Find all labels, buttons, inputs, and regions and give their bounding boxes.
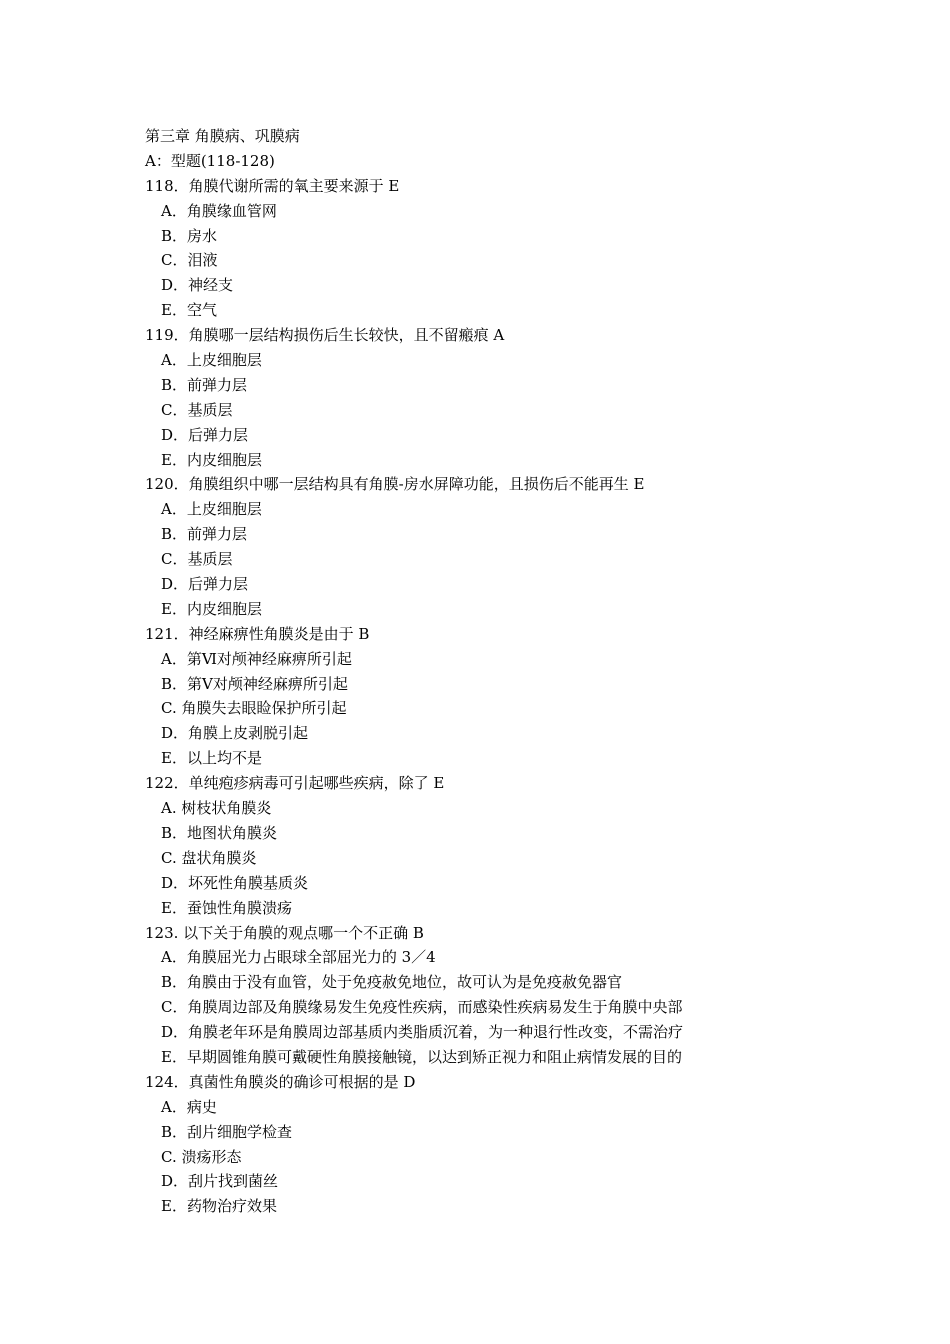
question-124 [145,1070,845,1219]
option-c: C. 角膜失去眼睑保护所引起 [161,699,347,718]
option-a: A．角膜缘血管网 [161,201,277,220]
option-b: B．地图状角膜炎 [161,823,278,842]
option-b: B．前弹力层 [161,525,248,544]
option-d: D．后弹力层 [161,575,249,594]
option-d: D．刮片找到菌丝 [161,1172,279,1191]
option-b: B．刮片细胞学检查 [161,1122,293,1141]
question-120 [145,472,845,621]
option-a: A．上皮细胞层 [161,351,262,370]
question-119 [145,323,845,472]
option-e: E．蚕蚀性角膜溃疡 [161,898,292,917]
question-121 [145,622,845,771]
question-stem: 121．神经麻痹性角膜炎是由于 B [145,624,370,643]
option-c: C. 溃疡形态 [161,1147,242,1166]
option-d: D．神经支 [161,276,234,295]
question-stem: 124．真菌性角膜炎的确诊可根据的是 D [145,1072,416,1091]
option-b: B．第Ⅴ对颅神经麻痹所引起 [161,674,348,693]
question-118 [145,174,845,323]
question-stem: 120．角膜组织中哪一层结构具有角膜-房水屏障功能，且损伤后不能再生 E [145,475,645,494]
question-stem: 122．单纯疱疹病毒可引起哪些疾病，除了 E [145,774,445,793]
question-stem: 119．角膜哪一层结构损伤后生长较快，且不留瘢痕 A [145,326,505,345]
option-d: D．角膜上皮剥脱引起 [161,724,309,743]
option-e: E．药物治疗效果 [161,1197,277,1216]
option-d: D．后弹力层 [161,425,249,444]
option-a: A．上皮细胞层 [161,500,262,519]
option-a: A. 树枝状角膜炎 [161,799,272,818]
option-a: A．角膜屈光力占眼球全部屈光力的 3／4 [161,948,436,967]
option-e: E．空气 [161,301,217,320]
option-e: E．内皮细胞层 [161,450,262,469]
option-b: B．房水 [161,226,218,245]
option-a: A．病史 [161,1097,217,1116]
question-stem: 123. 以下关于角膜的观点哪一个不正确 B [145,923,424,942]
option-c: C. 盘状角膜炎 [161,848,257,867]
option-e: E．内皮细胞层 [161,599,262,618]
option-d: D．角膜老年环是角膜周边部基质内类脂质沉着，为一种退行性改变，不需治疗 [161,1023,684,1042]
question-stem: 118．角膜代谢所需的氧主要来源于 E [145,176,400,195]
section-title: A：型题(118-128) [145,151,275,170]
option-b: B．前弹力层 [161,375,248,394]
document-page [145,124,845,1219]
option-c: C．泪液 [161,251,218,270]
question-123 [145,921,845,1070]
option-c: C．角膜周边部及角膜缘易发生免疫性疾病，而感染性疾病易发生于角膜中央部 [161,998,683,1017]
chapter-title: 第三章 角膜病、巩膜病 [145,127,300,145]
question-122 [145,771,845,920]
option-c: C．基质层 [161,400,233,419]
option-e: E．以上均不是 [161,749,262,768]
option-a: A．第Ⅵ对颅神经麻痹所引起 [161,649,352,668]
option-d: D．坏死性角膜基质炎 [161,873,309,892]
option-b: B．角膜由于没有血管，处于免疫赦免地位，故可认为是免疫赦免器官 [161,973,623,992]
option-c: C．基质层 [161,550,233,569]
option-e: E．早期圆锥角膜可戴硬性角膜接触镜，以达到矫正视力和阻止病情发展的目的 [161,1047,682,1066]
